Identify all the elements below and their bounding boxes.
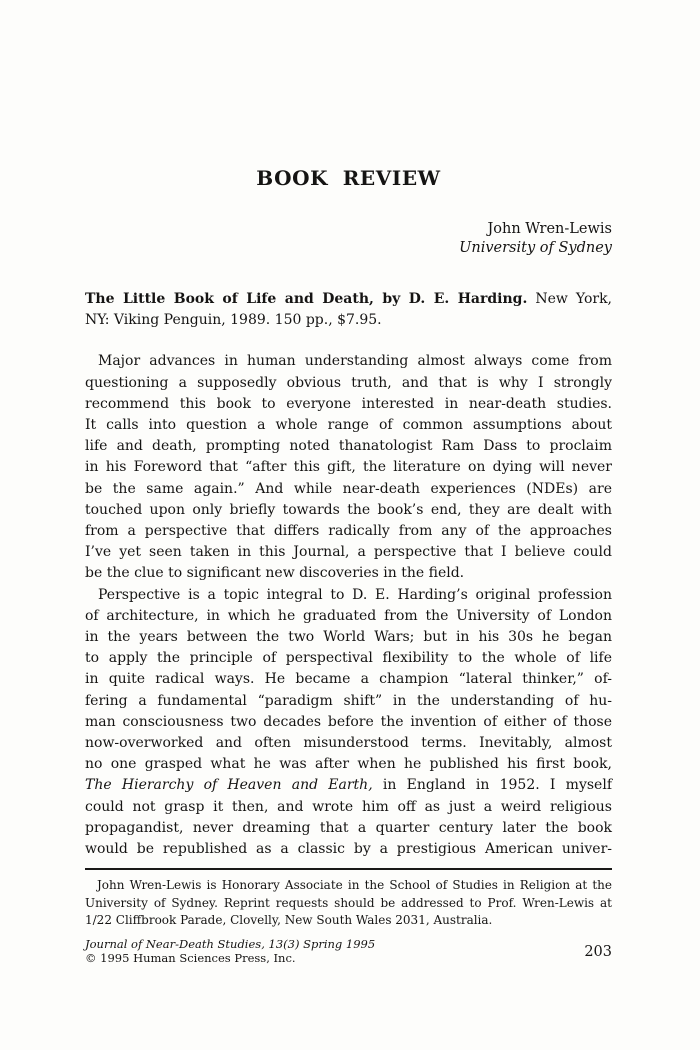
page-title: BOOK REVIEW — [256, 166, 441, 190]
text-line: touched upon only briefly towards the book’s end, they are dealt with — [85, 501, 612, 518]
author-name: John Wren-Lewis — [487, 221, 612, 237]
text-line: now-overworked and often misunderstood terms. Inevitably, almost — [85, 735, 612, 752]
text-line: in the years between the two World Wars; but in his 30s he began — [85, 629, 612, 646]
text-line: to apply the principle of perspectival flexibility to the whole of life — [85, 650, 612, 667]
text-line: in quite radical ways. He became a champion “lateral thinker,” of- — [85, 671, 612, 688]
text-line: no one grasped what he was after when he published his first book, — [85, 756, 612, 773]
text-line: propagandist, never dreaming that a quarter century later the book — [85, 819, 612, 836]
text-line: fering a fundamental “paradigm shift” in the understanding of hu- — [85, 692, 612, 709]
page-content — [85, 0, 612, 965]
text-line: be the same again.” And while near-death experiences (NDEs) are — [85, 480, 612, 497]
book-citation — [85, 289, 612, 331]
text-line: life and death, prompting noted thanatologist Ram Dass to proclaim — [85, 438, 612, 455]
footnote-divider — [85, 868, 612, 870]
text-line: I’ve yet seen taken in this Journal, a perspective that I believe could — [85, 544, 612, 561]
text-line: Major advances in human understanding almost always come from — [98, 353, 612, 370]
text-line: It calls into question a whole range of common assumptions about — [85, 417, 612, 434]
copyright-line: © 1995 Human Sciences Press, Inc. — [85, 950, 296, 965]
text-line: in his Foreword that “after this gift, the literature on dying will never — [85, 459, 612, 476]
text-line: The Hierarchy of Heaven and Earth, in England in 1952. I myself — [85, 777, 612, 794]
text-line: The Little Book of Life and Death, by D. E. Harding. New York, — [85, 291, 613, 307]
text-line: could not grasp it then, and wrote him off as just a weird religious — [85, 798, 612, 815]
journal-credit: Journal of Near-Death Studies, 13(3) Spring 1995 — [85, 937, 376, 952]
journal-credit-block — [85, 938, 375, 965]
text-line: of architecture, in which he graduated from the University of London — [85, 607, 612, 624]
page-number: 203 — [584, 943, 612, 960]
review-paragraph-2 — [85, 585, 612, 861]
text-line: University of Sydney. Reprint requests should be addressed to Prof. Wren-Lewis at — [85, 895, 612, 910]
text-line: from a perspective that differs radically from any of the approaches — [85, 523, 612, 540]
text-line: be the clue to significant new discoveries in the field. — [85, 565, 465, 582]
text-line: recommend this book to everyone interested in near-death studies. — [85, 395, 612, 412]
text-line: John Wren-Lewis is Honorary Associate in the School of Studies in Religion at the — [97, 878, 612, 893]
text-line: would be republished as a classic by a prestigious American univer- — [85, 841, 612, 858]
text-line: NY: Viking Penguin, 1989. 150 pp., $7.95. — [85, 312, 382, 329]
text-line: Perspective is a topic integral to D. E. Harding’s original profession — [98, 586, 612, 603]
author-footnote — [85, 877, 612, 929]
text-line: questioning a supposedly obvious truth, and that is why I strongly — [85, 374, 612, 391]
author-affiliation: University of Sydney — [459, 240, 612, 256]
review-paragraph-1 — [85, 351, 612, 584]
page-footer — [85, 938, 612, 965]
text-line: man consciousness two decades before the invention of either of those — [85, 713, 612, 730]
text-line: 1/22 Cliffbrook Parade, Clovelly, New South Wales 2031, Australia. — [85, 912, 493, 927]
author-block — [85, 220, 612, 258]
